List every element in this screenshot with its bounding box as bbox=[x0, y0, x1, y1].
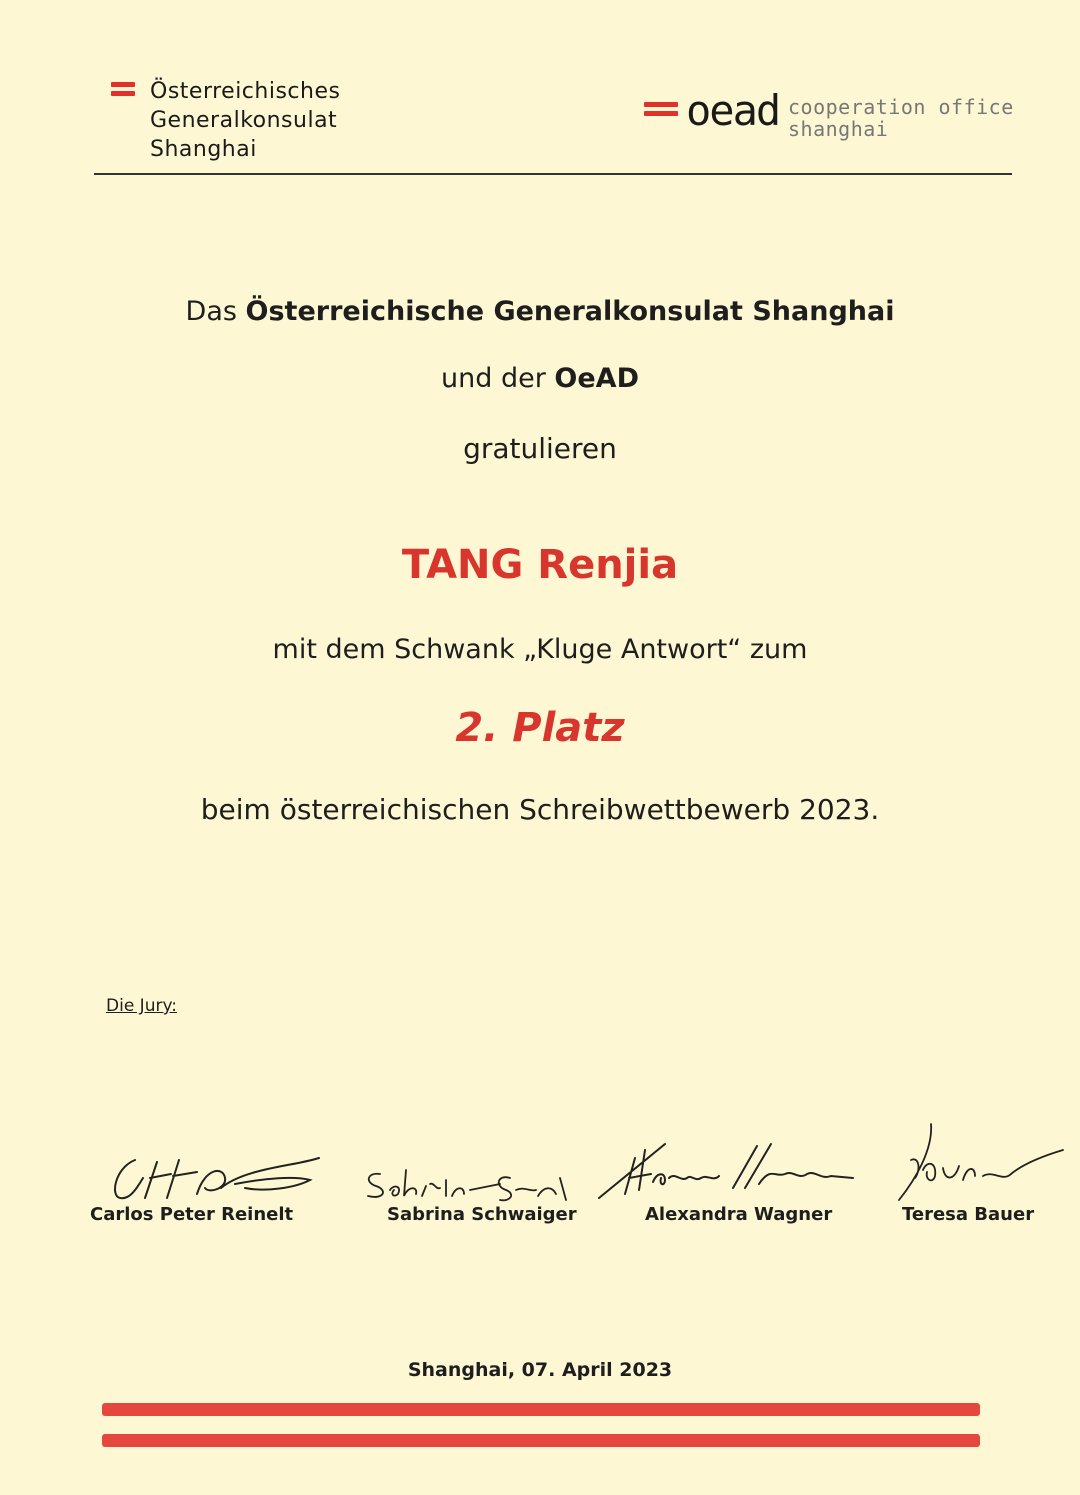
jury-member-2: Sabrina Schwaiger bbox=[387, 1204, 577, 1225]
congratulate-line: gratulieren bbox=[463, 432, 617, 465]
co-issuer-line bbox=[0, 363, 1080, 394]
jury-member-1: Carlos Peter Reinelt bbox=[90, 1204, 294, 1225]
placement-title: 2. Platz bbox=[455, 705, 625, 751]
competition-line: beim österreichischen Schreibwettbewerb 2023. bbox=[200, 793, 880, 826]
consulate-logo-text bbox=[150, 77, 340, 164]
footer-band-top bbox=[102, 1403, 980, 1416]
consulate-line-2: Generalkonsulat bbox=[150, 108, 338, 133]
oead-sub-line-2: shanghai bbox=[788, 117, 889, 141]
issuer-name: Österreichische Generalkonsulat Shanghai bbox=[245, 296, 895, 327]
consulate-line-3: Shanghai bbox=[150, 137, 257, 162]
recipient-name: TANG Renjia bbox=[401, 542, 679, 588]
work-line: mit dem Schwank „Kluge Antwort“ zum bbox=[272, 634, 808, 665]
footer-band-bottom bbox=[102, 1434, 980, 1447]
oead-logo-word: oead bbox=[686, 86, 780, 135]
signature-reinelt bbox=[105, 1148, 325, 1206]
signature-bauer bbox=[893, 1120, 1068, 1202]
oead-logo-subtitle bbox=[788, 96, 1014, 140]
austria-flag-icon bbox=[111, 82, 135, 98]
issuer-prefix: Das bbox=[185, 296, 246, 327]
signature-wagner bbox=[595, 1138, 860, 1202]
header-divider bbox=[94, 173, 1012, 175]
co-issuer-prefix: und der bbox=[441, 363, 555, 394]
issuer-line bbox=[0, 296, 1080, 327]
issue-date: Shanghai, 07. April 2023 bbox=[407, 1359, 673, 1381]
oead-mark-icon bbox=[644, 102, 678, 126]
co-issuer-name: OeAD bbox=[554, 363, 639, 394]
oead-sub-line-1: cooperation office bbox=[788, 95, 1014, 119]
jury-member-4: Teresa Bauer bbox=[902, 1204, 1035, 1225]
consulate-line-1: Österreichisches bbox=[150, 79, 341, 104]
jury-label: Die Jury: bbox=[106, 996, 178, 1016]
signature-schwaiger bbox=[360, 1160, 570, 1210]
jury-member-3: Alexandra Wagner bbox=[645, 1204, 833, 1225]
